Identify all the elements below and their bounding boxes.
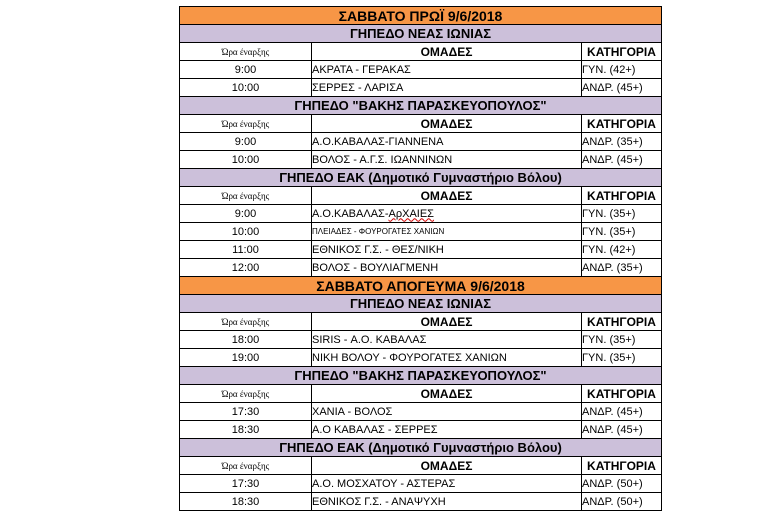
game-row	[180, 493, 662, 511]
game-category: ΓΥΝ. (42+)	[582, 241, 662, 259]
game-teams: Α.Ο.ΚΑΒΑΛΑΣ-ΓΙΑΝΝΕΝΑ	[312, 133, 582, 151]
venue-name: ΓΗΠΕΔΟ "ΒΑΚΗΣ ΠΑΡΑΣΚΕΥΟΠΟΥΛΟΣ"	[180, 367, 662, 385]
game-time: 10:00	[180, 223, 312, 241]
game-row	[180, 151, 662, 169]
day-title-row	[180, 7, 662, 25]
header-start-time: Ώρα έναρξης	[180, 457, 312, 475]
header-teams: ΟΜΑΔΕΣ	[312, 187, 582, 205]
game-teams: ΑΚΡΑΤΑ - ΓΕΡΑΚΑΣ	[312, 61, 582, 79]
header-start-time: Ώρα έναρξης	[180, 115, 312, 133]
game-time: 9:00	[180, 133, 312, 151]
header-category: ΚΑΤΗΓΟΡΙΑ	[582, 385, 662, 403]
schedule-table	[179, 6, 662, 511]
game-row	[180, 205, 662, 223]
game-teams: Α.Ο ΚΑΒΑΛΑΣ - ΣΕΡΡΕΣ	[312, 421, 582, 439]
game-category: ΑΝΔΡ. (45+)	[582, 403, 662, 421]
spellcheck-flagged-word: ΑρΧΑΙΕΣ	[388, 207, 434, 220]
game-row	[180, 421, 662, 439]
game-row	[180, 61, 662, 79]
header-category: ΚΑΤΗΓΟΡΙΑ	[582, 313, 662, 331]
header-teams: ΟΜΑΔΕΣ	[312, 43, 582, 61]
game-teams: ΕΘΝΙΚΟΣ Γ.Σ. - ΘΕΣ/ΝΙΚΗ	[312, 241, 582, 259]
header-start-time: Ώρα έναρξης	[180, 187, 312, 205]
header-teams: ΟΜΑΔΕΣ	[312, 115, 582, 133]
venue-row	[180, 25, 662, 43]
header-start-time: Ώρα έναρξης	[180, 385, 312, 403]
header-start-time: Ώρα έναρξης	[180, 313, 312, 331]
column-header-row	[180, 313, 662, 331]
game-row	[180, 259, 662, 277]
venue-row	[180, 367, 662, 385]
game-teams: ΝΙΚΗ ΒΟΛΟΥ - ΦΟΥΡΟΓΑΤΕΣ ΧΑΝΙΩΝ	[312, 349, 582, 367]
game-category: ΑΝΔΡ. (45+)	[582, 421, 662, 439]
game-category: ΑΝΔΡ. (35+)	[582, 133, 662, 151]
game-row	[180, 331, 662, 349]
venue-row	[180, 295, 662, 313]
game-category: ΓΥΝ. (35+)	[582, 223, 662, 241]
game-time: 17:30	[180, 475, 312, 493]
game-category: ΓΥΝ. (35+)	[582, 331, 662, 349]
venue-row	[180, 439, 662, 457]
header-category: ΚΑΤΗΓΟΡΙΑ	[582, 187, 662, 205]
game-category: ΑΝΔΡ. (45+)	[582, 79, 662, 97]
game-teams: Α.Ο. ΜΟΣΧΑΤΟΥ - ΑΣΤΕΡΑΣ	[312, 475, 582, 493]
game-teams: ΒΟΛΟΣ - ΒΟΥΛΙΑΓΜΕΝΗ	[312, 259, 582, 277]
game-time: 18:30	[180, 493, 312, 511]
game-time: 17:30	[180, 403, 312, 421]
game-time: 9:00	[180, 205, 312, 223]
game-category: ΓΥΝ. (35+)	[582, 349, 662, 367]
game-teams-prefix: Α.Ο.ΚΑΒΑΛΑΣ-	[312, 207, 389, 220]
header-teams: ΟΜΑΔΕΣ	[312, 457, 582, 475]
game-row	[180, 133, 662, 151]
game-category: ΑΝΔΡ. (35+)	[582, 259, 662, 277]
day-title-row	[180, 277, 662, 295]
game-row	[180, 349, 662, 367]
column-header-row	[180, 187, 662, 205]
game-row	[180, 79, 662, 97]
venue-row	[180, 169, 662, 187]
game-teams	[312, 205, 582, 223]
game-time: 12:00	[180, 259, 312, 277]
game-time: 18:00	[180, 331, 312, 349]
column-header-row	[180, 385, 662, 403]
venue-row	[180, 97, 662, 115]
game-time: 19:00	[180, 349, 312, 367]
column-header-row	[180, 115, 662, 133]
venue-name: ΓΗΠΕΔΟ "ΒΑΚΗΣ ΠΑΡΑΣΚΕΥΟΠΟΥΛΟΣ"	[180, 97, 662, 115]
game-time: 10:00	[180, 79, 312, 97]
column-header-row	[180, 43, 662, 61]
column-header-row	[180, 457, 662, 475]
game-category: ΑΝΔΡ. (50+)	[582, 493, 662, 511]
game-teams: ΣΕΡΡΕΣ - ΛΑΡΙΣΑ	[312, 79, 582, 97]
venue-name: ΓΗΠΕΔΟ ΕΑΚ (Δημοτικό Γυμναστήριο Βόλου)	[180, 439, 662, 457]
venue-name: ΓΗΠΕΔΟ ΕΑΚ (Δημοτικό Γυμναστήριο Βόλου)	[180, 169, 662, 187]
game-row	[180, 403, 662, 421]
day-title: ΣΑΒΒΑΤΟ ΠΡΩΪ 9/6/2018	[180, 7, 662, 25]
header-teams: ΟΜΑΔΕΣ	[312, 313, 582, 331]
game-teams: ΧΑΝΙΑ - ΒΟΛΟΣ	[312, 403, 582, 421]
header-category: ΚΑΤΗΓΟΡΙΑ	[582, 43, 662, 61]
game-category: ΑΝΔΡ. (50+)	[582, 475, 662, 493]
venue-name: ΓΗΠΕΔΟ ΝΕΑΣ ΙΩΝΙΑΣ	[180, 295, 662, 313]
header-start-time: Ώρα έναρξης	[180, 43, 312, 61]
game-teams: ΕΘΝΙΚΟΣ Γ.Σ. - ΑΝΑΨΥΧΗ	[312, 493, 582, 511]
header-category: ΚΑΤΗΓΟΡΙΑ	[582, 457, 662, 475]
game-time: 10:00	[180, 151, 312, 169]
game-row	[180, 223, 662, 241]
game-time: 11:00	[180, 241, 312, 259]
game-category: ΓΥΝ. (35+)	[582, 205, 662, 223]
game-teams: SIRIS - Α.Ο. ΚΑΒΑΛΑΣ	[312, 331, 582, 349]
game-teams: ΒΟΛΟΣ - Α.Γ.Σ. ΙΩΑΝΝΙΝΩΝ	[312, 151, 582, 169]
game-teams: ΠΛΕΙΑΔΕΣ - ΦΟΥΡΟΓΑΤΕΣ ΧΑΝΙΩΝ	[312, 223, 582, 241]
game-time: 18:30	[180, 421, 312, 439]
header-category: ΚΑΤΗΓΟΡΙΑ	[582, 115, 662, 133]
header-teams: ΟΜΑΔΕΣ	[312, 385, 582, 403]
game-category: ΓΥΝ. (42+)	[582, 61, 662, 79]
game-time: 9:00	[180, 61, 312, 79]
venue-name: ΓΗΠΕΔΟ ΝΕΑΣ ΙΩΝΙΑΣ	[180, 25, 662, 43]
day-title: ΣΑΒΒΑΤΟ ΑΠΟΓΕΥΜΑ 9/6/2018	[180, 277, 662, 295]
game-row	[180, 475, 662, 493]
game-category: ΑΝΔΡ. (45+)	[582, 151, 662, 169]
game-row	[180, 241, 662, 259]
